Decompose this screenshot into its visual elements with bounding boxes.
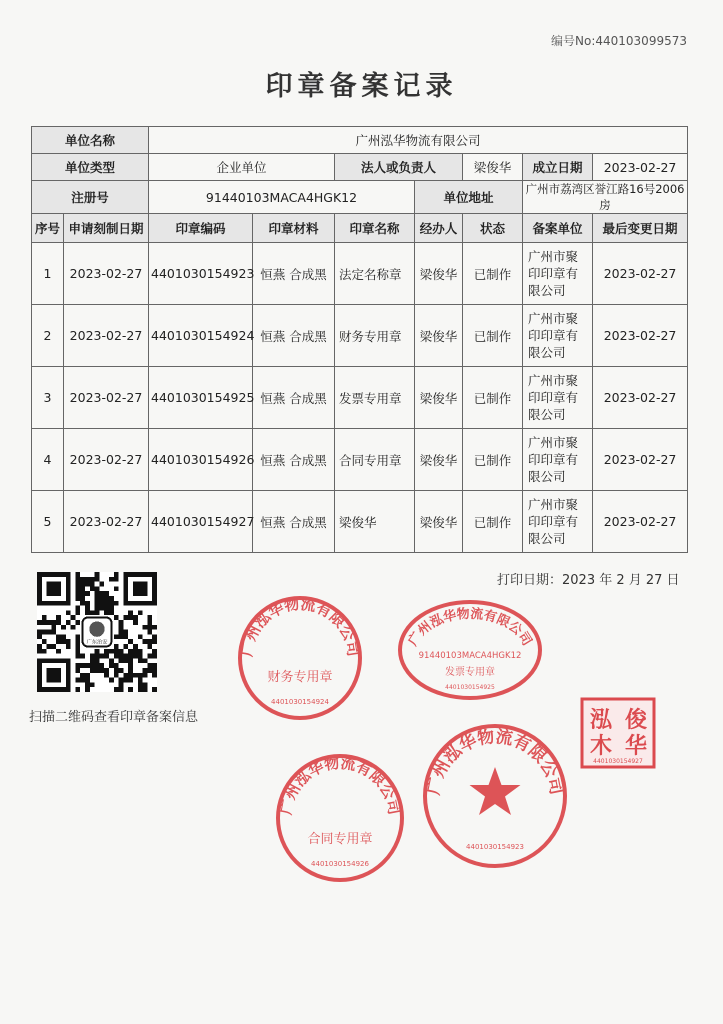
table-row [32, 243, 688, 305]
row-seal-name: 法定名称章 [335, 243, 415, 305]
row-last-change: 2023-02-27 [593, 367, 688, 429]
row-no: 1 [32, 243, 64, 305]
svg-text:广州泓华物流有限公司 [277, 754, 404, 816]
row-last-change: 2023-02-27 [593, 243, 688, 305]
unit-type-value: 企业单位 [149, 154, 335, 181]
reg-no-value: 91440103MACA4HGK12 [149, 181, 415, 214]
table-row [32, 367, 688, 429]
table-header-row [32, 214, 688, 243]
row-code: 4401030154924 [149, 305, 253, 367]
row-handler: 梁俊华 [415, 491, 463, 553]
row-material: 恒燕 合成黑 [253, 429, 335, 491]
row-last-change: 2023-02-27 [593, 305, 688, 367]
row-org-line: 限公司 [528, 469, 566, 484]
row-apply-date: 2023-02-27 [64, 367, 149, 429]
table-row [32, 305, 688, 367]
row-no: 5 [32, 491, 64, 553]
address-value: 广州市荔湾区誉江路16号2006房 [523, 181, 688, 214]
col-header-org: 备案单位 [523, 214, 593, 243]
row-status: 已制作 [463, 305, 523, 367]
qr-caption: 扫描二维码查看印章备案信息 [29, 710, 199, 725]
unit-type-label: 单位类型 [32, 154, 149, 181]
row-seal-name: 合同专用章 [335, 429, 415, 491]
row-last-change: 2023-02-27 [593, 491, 688, 553]
row-org-line: 印印章有 [528, 390, 579, 405]
row-org-line: 限公司 [528, 345, 566, 360]
personal-seal-stamp [580, 697, 656, 769]
row-code: 4401030154923 [149, 243, 253, 305]
print-date: 打印日期：2023 年 2 月 27 日 [497, 573, 680, 588]
contract-seal-ring-text: 广州泓华物流有限公司 [276, 753, 404, 817]
reg-no-row [32, 181, 688, 214]
row-status: 已制作 [463, 491, 523, 553]
row-apply-date: 2023-02-27 [64, 243, 149, 305]
row-apply-date: 2023-02-27 [64, 429, 149, 491]
page-title: 印章备案记录 [265, 71, 458, 102]
row-material: 恒燕 合成黑 [253, 491, 335, 553]
reg-no-label: 注册号 [32, 181, 149, 214]
row-apply-date: 2023-02-27 [64, 305, 149, 367]
row-seal-name: 财务专用章 [335, 305, 415, 367]
unit-name-row [32, 127, 688, 154]
row-org-line: 广州市聚 [528, 373, 579, 388]
row-handler: 梁俊华 [415, 243, 463, 305]
row-code: 4401030154927 [149, 491, 253, 553]
official-seal-code: 4401030154923 [466, 843, 524, 851]
row-status: 已制作 [463, 243, 523, 305]
personal-seal-code: 4401030154927 [593, 758, 643, 765]
row-no: 2 [32, 305, 64, 367]
unit-name-value: 广州泓华物流有限公司 [149, 127, 688, 154]
row-org [523, 491, 593, 553]
row-org-line: 限公司 [528, 407, 566, 422]
col-header-status: 状态 [463, 214, 523, 243]
row-org [523, 243, 593, 305]
qr-code[interactable] [37, 572, 157, 692]
row-handler: 梁俊华 [415, 305, 463, 367]
col-header-material: 印章材料 [253, 214, 335, 243]
invoice-seal-name: 发票专用章 [445, 667, 495, 678]
contract-seal-stamp [273, 751, 407, 885]
row-org-line: 广州市聚 [528, 497, 579, 512]
col-header-apply-date: 申请刻制日期 [64, 214, 149, 243]
svg-text:广州泓华物流有限公司 [238, 595, 363, 658]
row-seal-name: 发票专用章 [335, 367, 415, 429]
personal-seal-char: 泓 [589, 708, 613, 733]
col-header-no: 序号 [32, 214, 64, 243]
row-code: 4401030154925 [149, 367, 253, 429]
row-status: 已制作 [463, 367, 523, 429]
col-header-code: 印章编码 [149, 214, 253, 243]
row-status: 已制作 [463, 429, 523, 491]
personal-seal-char: 俊 [624, 708, 648, 733]
col-header-last-change: 最后变更日期 [593, 214, 688, 243]
invoice-seal-ring-text: 广州泓华物流有限公司 [405, 606, 535, 649]
row-org-line: 广州市聚 [528, 249, 579, 264]
row-org-line: 限公司 [528, 283, 566, 298]
personal-seal-char: 木 [589, 734, 613, 759]
police-badge-icon [89, 621, 104, 636]
col-header-handler: 经办人 [415, 214, 463, 243]
table-row [32, 491, 688, 553]
unit-type-row [32, 154, 688, 181]
qr-center-label: 广东治安 [86, 639, 108, 646]
row-last-change: 2023-02-27 [593, 429, 688, 491]
row-org-line: 广州市聚 [528, 311, 579, 326]
row-no: 4 [32, 429, 64, 491]
legal-rep-value: 梁俊华 [463, 154, 523, 181]
row-org-line: 限公司 [528, 531, 566, 546]
finance-seal-name: 财务专用章 [267, 670, 333, 685]
official-seal-ring-text: 广州泓华物流有限公司 [423, 726, 567, 797]
col-header-seal-name: 印章名称 [335, 214, 415, 243]
row-org [523, 429, 593, 491]
row-material: 恒燕 合成黑 [253, 243, 335, 305]
document-number: 编号No:440103099573 [551, 34, 687, 48]
row-material: 恒燕 合成黑 [253, 305, 335, 367]
row-org-line: 广州市聚 [528, 435, 579, 450]
row-handler: 梁俊华 [415, 429, 463, 491]
row-org-line: 印印章有 [528, 452, 579, 467]
seal-record-table [31, 126, 688, 553]
row-org-line: 印印章有 [528, 328, 579, 343]
invoice-seal-stamp [396, 598, 544, 702]
address-label: 单位地址 [415, 181, 523, 214]
personal-seal-char: 华 [624, 734, 648, 759]
invoice-seal-regno: 91440103MACA4HGK12 [418, 651, 522, 661]
finance-seal-code: 4401030154924 [271, 698, 329, 706]
invoice-seal-code: 4401030154925 [445, 684, 495, 691]
official-seal-stamp [420, 721, 570, 871]
star-icon [470, 767, 521, 815]
est-date-label: 成立日期 [523, 154, 593, 181]
row-org-line: 印印章有 [528, 266, 579, 281]
row-seal-name: 梁俊华 [335, 491, 415, 553]
row-org [523, 305, 593, 367]
row-org-line: 印印章有 [528, 514, 579, 529]
row-material: 恒燕 合成黑 [253, 367, 335, 429]
row-no: 3 [32, 367, 64, 429]
row-apply-date: 2023-02-27 [64, 491, 149, 553]
table-row [32, 429, 688, 491]
est-date-value: 2023-02-27 [593, 154, 688, 181]
finance-seal-ring-text: 广州泓华物流有限公司 [237, 594, 363, 658]
row-org [523, 367, 593, 429]
contract-seal-name: 合同专用章 [307, 832, 373, 847]
finance-seal-stamp [235, 593, 365, 723]
row-handler: 梁俊华 [415, 367, 463, 429]
legal-rep-label: 法人或负责人 [335, 154, 463, 181]
row-code: 4401030154926 [149, 429, 253, 491]
contract-seal-code: 4401030154926 [311, 860, 369, 868]
unit-name-label: 单位名称 [32, 127, 149, 154]
